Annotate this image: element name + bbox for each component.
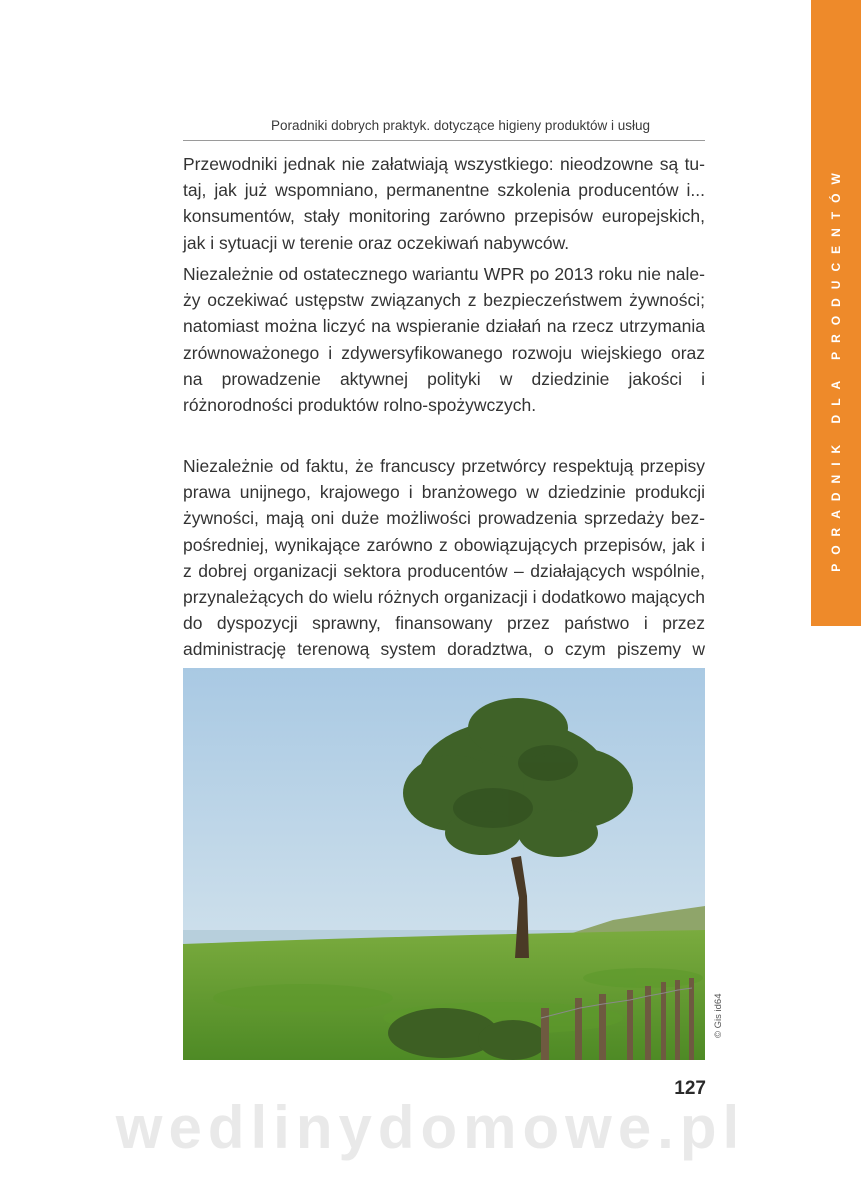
paragraph-1: Przewodniki jednak nie załatwiają wszystkiego: nieodzowne są tutaj, jak już wspomniano, permanentne szkolenia producentów i... konsumentów, stały monitoring zarówno przepisów europejskich, jak i sytuacji w terenie oraz oczekiwań nabywców. <box>183 154 705 253</box>
page-number: 127 <box>674 1078 706 1099</box>
side-section-tab <box>811 0 861 626</box>
side-tab-label: PORADNIK DLA PRODUCENTÓW <box>829 164 843 572</box>
paragraph-3: Niezależnie od faktu, że francuscy przetwórcy respektują przepisy prawa unijnego, krajowego i branżowego w dziedzinie produkcji żywności, mają oni duże możliwości prowadzenia sprzedaży bezpośredniej, wynikające zarówno z obowiązujących przepisów, jak i z dobrej organizacji sektora producentów – działających wspólnie, przynależących do wielu różnych organizacji i dodatkowo mających do dyspozycji sprawny, finansowany przez państwo i przez administrację terenową system doradztwa, o czym piszemy w <box>183 456 705 660</box>
photo-credit: © Gis id64 <box>713 993 724 1038</box>
paragraph-2: Niezależnie od ostatecznego wariantu WPR po 2013 roku nie należy oczekiwać ustępstw związanych z bezpieczeństwem żywności; natomiast można liczyć na wspieranie działań na rzecz utrzymania zrównoważonego i zdywersyfikowanego rozwoju wiejskiego oraz na prowadzenie aktywnej polityki w dziedzinie jakości i różnorodności produktów rolno-spożywczych. <box>183 264 705 416</box>
tree-photo <box>183 668 705 1060</box>
watermark: wedlinydomowe.pl <box>115 1094 746 1161</box>
header-divider <box>183 140 705 141</box>
running-header: Poradniki dobrych praktyk. dotyczące higieny produktów i usług <box>271 118 650 133</box>
